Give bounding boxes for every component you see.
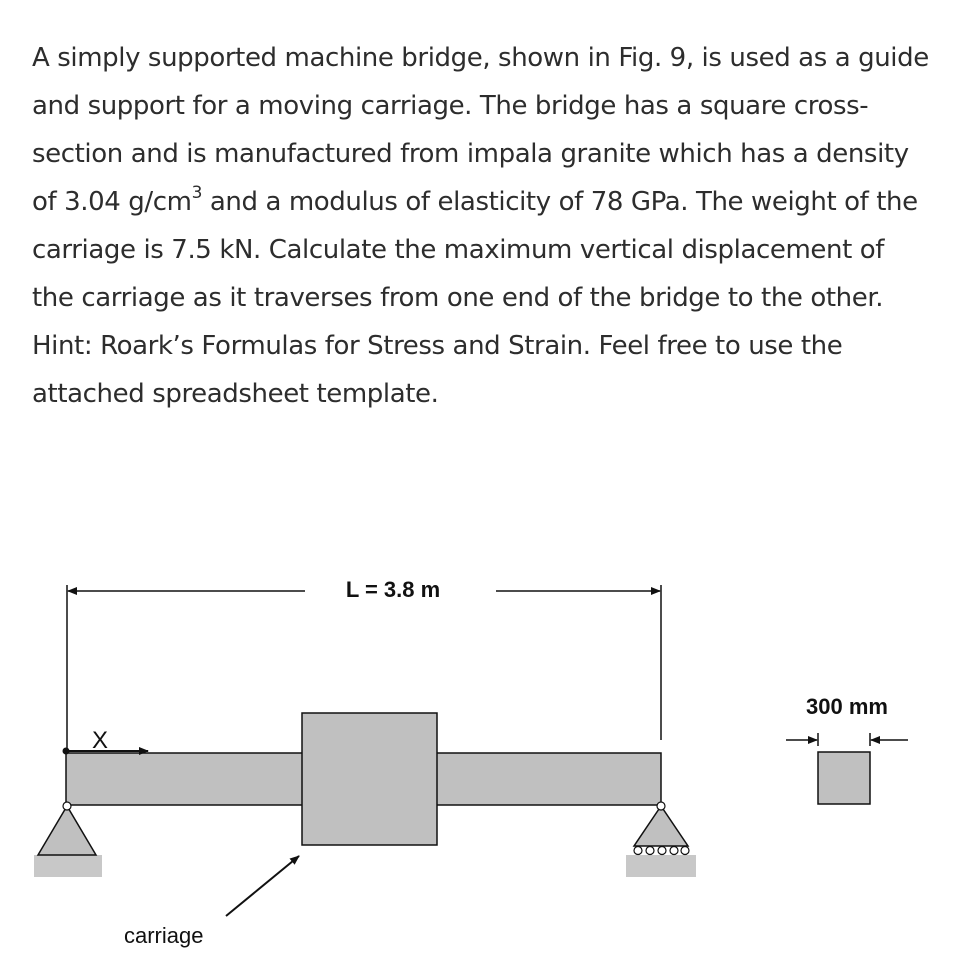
carriage-label: carriage bbox=[124, 923, 204, 948]
pin-support-left bbox=[38, 806, 96, 855]
section-size-label: 300 mm bbox=[806, 694, 888, 719]
x-label: X bbox=[91, 727, 109, 754]
carriage-block bbox=[302, 713, 437, 845]
x-origin-dot bbox=[63, 748, 70, 755]
ground-left bbox=[34, 855, 102, 877]
superscript-three: 3 bbox=[191, 183, 202, 203]
roller-support-right bbox=[634, 806, 688, 846]
length-label: L = 3.8 m bbox=[345, 577, 441, 602]
ground-right bbox=[626, 855, 696, 877]
carriage-leader-arrow bbox=[226, 856, 299, 916]
rollers bbox=[634, 847, 689, 855]
pin-right bbox=[657, 802, 665, 810]
cross-section-square bbox=[818, 752, 870, 804]
problem-text-part-2: and a modulus of elasticity of 78 GPa. The weight of the carriage is 7.5 kN. Calculate the maximum vertical displacement of the carriage as it traverses from one end of the bridge to the other. Hint: Roark’s Formulas for Stress and Strain. Feel free to use the attached spreadsheet template. bbox=[32, 187, 918, 409]
pin-left bbox=[63, 802, 71, 810]
problem-text-part-1: A simply supported machine bridge, shown in Fig. 9, is used as a guide and support for a moving carriage. The bridge has a square cross-section and is manufactured from impala granite which has a density of 3.04 g/cm bbox=[32, 43, 929, 217]
